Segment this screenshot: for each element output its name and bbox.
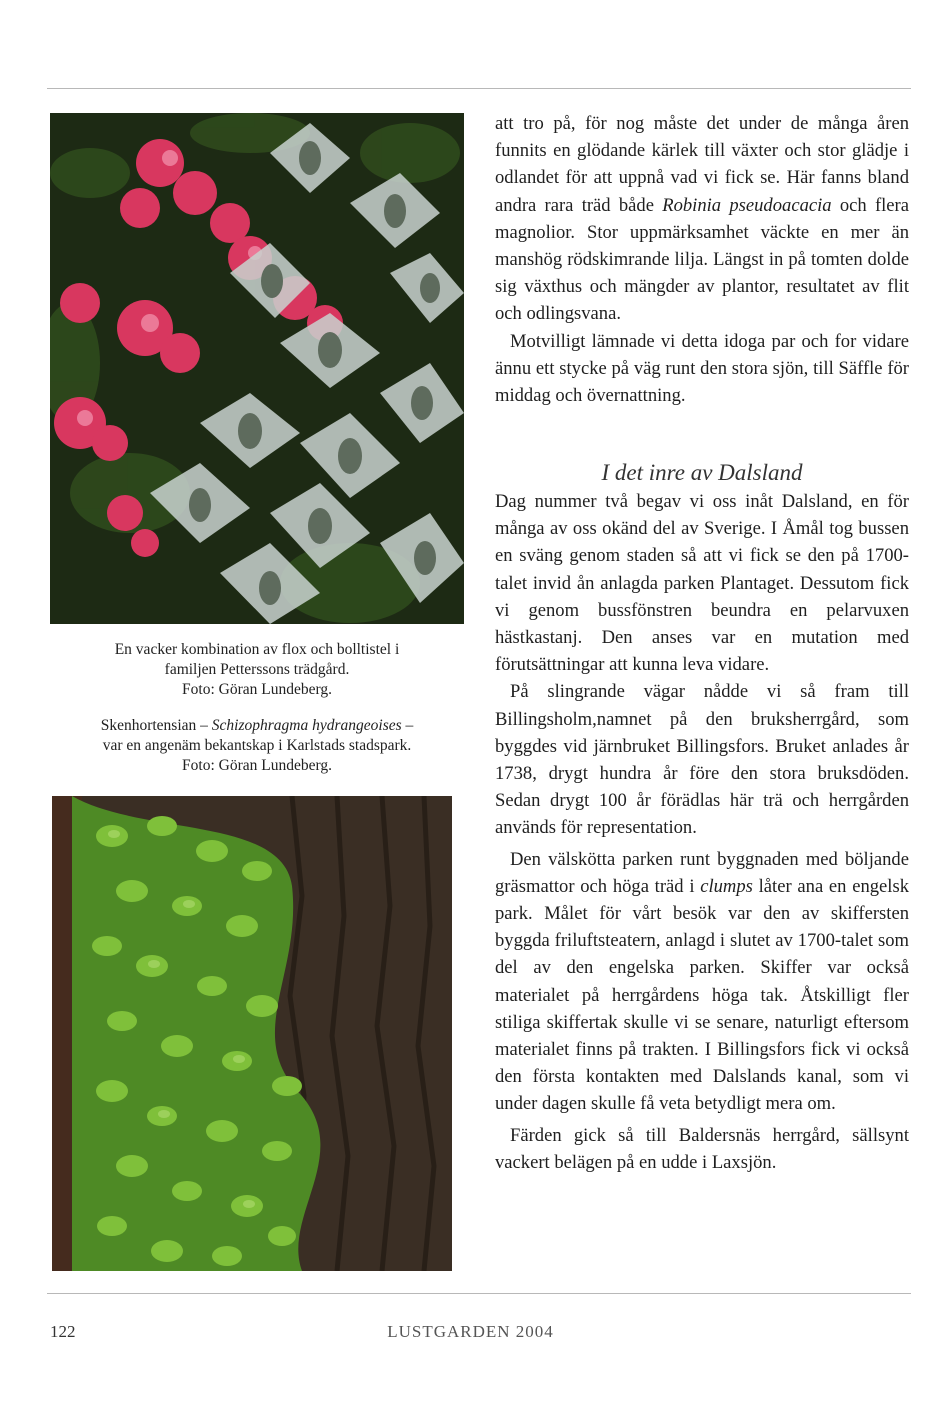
photo1-caption xyxy=(50,640,464,700)
caption1-line: En vacker kombination av flox och bolltistel i xyxy=(114,641,400,658)
section-heading: I det inre av Dalsland xyxy=(601,460,803,485)
bottom-rule xyxy=(47,1293,911,1294)
body-column-bottom xyxy=(495,488,909,1176)
page-number: 122 xyxy=(50,1322,76,1341)
caption1-line: familjen Petterssons trädgård. xyxy=(164,661,350,678)
paragraph: Dag nummer två begav vi oss inåt Dalsland, en för många av oss okänd del av Sverige. I Åmål tog bussen en sväng genom staden så att vi fick se den på 1700-talet invid ån anlagda parken Plantaget. Dessutom fick vi genom bussfönstren beundra en pelarvuxen hästkastanj. Den anses var en mutation med förutsättningar att kunna leva vidare. xyxy=(495,491,909,676)
body-column-top xyxy=(495,110,909,409)
caption2-species: Schizophragma hydrangeoises xyxy=(211,717,402,734)
paragraph: På slingrande vägar nådde vi så fram till Billingsholm,namnet på den bruksherrgård, som byggdes vid järnbruket Billingsfors. Bruket anlades år 1738, drygt hundra år före den stora bruksdöden. Sedan drygt 100 år förädlas här trä och herrgården används för representation. xyxy=(495,681,909,839)
top-rule xyxy=(47,88,911,89)
paragraph-text: att tro på, för nog måste det under de många åren funnits en glödande kärlek till växter och stor glädje i odlandet för att uppnå vad vi fick se. Här fanns bland andra rara träd både xyxy=(495,113,909,216)
photo2-caption xyxy=(48,716,466,776)
caption2-prefix: Skenhortensian – xyxy=(100,717,212,734)
paragraph-text: och flera magnolior. Stor uppmärksamhet väckte en mer än manshög rödskimrande lilja. Längst in på tomten dolde sig växthus och mängder av plantor, resultatet av flit och odlingsvana. xyxy=(495,194,910,325)
photo-phlox-eryngium xyxy=(50,113,464,624)
species-name: Robinia pseudoacacia xyxy=(662,194,832,216)
caption2-line: var en angenäm bekantskap i Karlstads stadspark. xyxy=(102,737,412,754)
paragraph xyxy=(495,110,909,328)
emphasis: clumps xyxy=(700,875,753,897)
paragraph-text: Den välskötta parken runt byggnaden med böljande gräsmattor och höga träd i xyxy=(495,848,909,897)
paragraph: Motvilligt lämnade vi detta idoga par och for vidare ännu ett stycke på väg runt den stora sjön, till Säffle för middag och övernattning. xyxy=(495,330,909,407)
paragraph-text: låter ana en engelsk park. Målet för vårt besök var den av skiffersten byggda friluftsteatern, anlagd i slutet av 1700-talet som del av den engelska parken. Skiffer var också materialet på herrgårdens höga tak. Åtskilligt fler stiliga skiffertak skulle vi se senare, naturligt eftersom materialet finns på trakten. I Billingsfors fick vi också den första kontakten med Dalslands kanal, som vi under dagen skulle få veta betydligt mera om. xyxy=(495,875,909,1115)
caption1-credit: Foto: Göran Lundeberg. xyxy=(182,681,332,698)
caption2-line xyxy=(48,716,466,736)
paragraph xyxy=(495,846,909,1118)
photo-schizophragma xyxy=(52,796,452,1271)
paragraph: Färden gick så till Baldersnäs herrgård, sällsynt vackert belägen på en udde i Laxsjön. xyxy=(495,1124,909,1173)
caption2-credit: Foto: Göran Lundeberg. xyxy=(182,757,332,774)
journal-title: LUSTGARDEN 2004 xyxy=(387,1322,554,1341)
caption2-suffix: – xyxy=(401,717,414,734)
